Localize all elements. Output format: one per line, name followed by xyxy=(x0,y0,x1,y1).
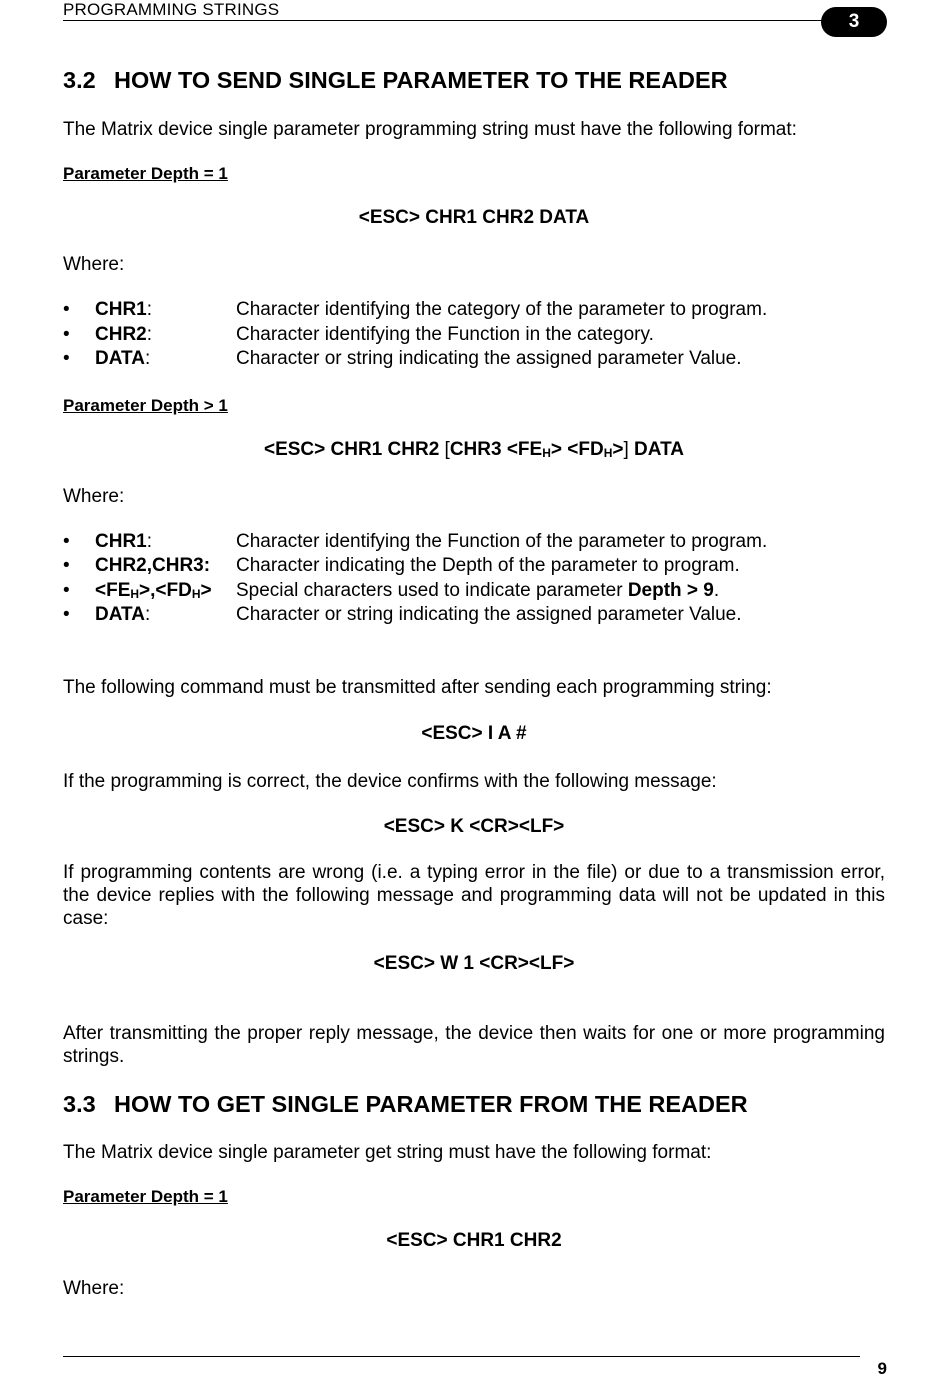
page-number: 9 xyxy=(877,1359,887,1378)
subheading-depth-1: Parameter Depth = 1 xyxy=(63,164,228,183)
list-desc: Character or string indicating the assigned parameter Value. xyxy=(236,348,742,369)
error-command: <ESC> W 1 <CR><LF> xyxy=(373,953,575,974)
list-term: CHR1: xyxy=(95,299,153,320)
list-item xyxy=(63,348,885,372)
section-title: HOW TO SEND SINGLE PARAMETER TO THE READER xyxy=(114,67,728,93)
section-title: HOW TO GET SINGLE PARAMETER FROM THE READER xyxy=(114,1091,748,1117)
chapter-badge: 3 xyxy=(821,7,887,37)
section-3-2-heading xyxy=(63,67,728,94)
subheading-depth-1: Parameter Depth = 1 xyxy=(63,1187,228,1206)
list-term: CHR2: xyxy=(95,324,153,345)
list-desc: Character identifying the Function in the category. xyxy=(236,324,654,345)
list-desc: Character or string indicating the assigned parameter Value. xyxy=(236,604,742,625)
header-rule xyxy=(63,20,825,21)
list-item xyxy=(63,604,885,628)
bullet: • xyxy=(63,324,70,345)
section-3-3-intro: The Matrix device single parameter get string must have the following format: xyxy=(63,1142,712,1163)
list-term: DATA: xyxy=(95,604,151,625)
list-item xyxy=(63,324,885,348)
list-desc: Character identifying the Function of the parameter to program. xyxy=(236,531,768,552)
bullet: • xyxy=(63,604,70,625)
bullet: • xyxy=(63,531,70,552)
error-text: If programming contents are wrong (i.e. a typing error in the file) or due to a transmission error, the device replies with the following message and programming data will not be updated in this case: xyxy=(63,862,885,929)
subheading-depth-greater-1: Parameter Depth > 1 xyxy=(63,396,228,415)
list-item xyxy=(63,580,885,604)
confirm-text: If the programming is correct, the device confirms with the following message: xyxy=(63,771,717,792)
where-label: Where: xyxy=(63,486,125,507)
list-desc: Character indicating the Depth of the parameter to program. xyxy=(236,555,740,576)
bullet: • xyxy=(63,555,70,576)
command-format-depth-n: <ESC> CHR1 CHR2 $[CHR3 <FE_H> <FD_H>]$ DATA xyxy=(263,439,684,460)
command-format-depth-1: <ESC> CHR1 CHR2 DATA xyxy=(358,207,590,228)
confirm-command: <ESC> K <CR><LF> xyxy=(383,816,565,837)
section-3-2-intro: The Matrix device single parameter programming string must have the following format: xyxy=(63,119,797,140)
list-item xyxy=(63,531,885,555)
list-item xyxy=(63,299,885,323)
bullet: • xyxy=(63,348,70,369)
after-command-text: The following command must be transmitted after sending each programming string: xyxy=(63,677,772,698)
final-text: After transmitting the proper reply message, the device then waits for one or more programming strings. xyxy=(63,1023,885,1067)
after-command: <ESC> I A # xyxy=(421,723,527,744)
list-item xyxy=(63,555,885,579)
running-header: PROGRAMMING STRINGS xyxy=(63,0,280,19)
get-command-format: <ESC> CHR1 CHR2 xyxy=(386,1230,562,1251)
list-term: CHR2,CHR3: xyxy=(95,555,211,576)
bullet: • xyxy=(63,299,70,320)
list-term: CHR1: xyxy=(95,531,153,552)
list-desc: Character identifying the category of the parameter to program. xyxy=(236,299,768,320)
section-number: 3.3 xyxy=(63,1091,96,1117)
where-label: Where: xyxy=(63,254,125,275)
list-term: $<FE_H>,<FD_H>$ xyxy=(95,580,212,601)
list-desc: Special characters used to indicate parameter Depth > 9. xyxy=(236,580,720,601)
section-3-3-heading xyxy=(63,1091,748,1118)
bullet: • xyxy=(63,580,70,601)
section-number: 3.2 xyxy=(63,67,96,93)
where-label: Where: xyxy=(63,1278,125,1299)
list-term: DATA: xyxy=(95,348,151,369)
footer-rule xyxy=(63,1356,860,1357)
